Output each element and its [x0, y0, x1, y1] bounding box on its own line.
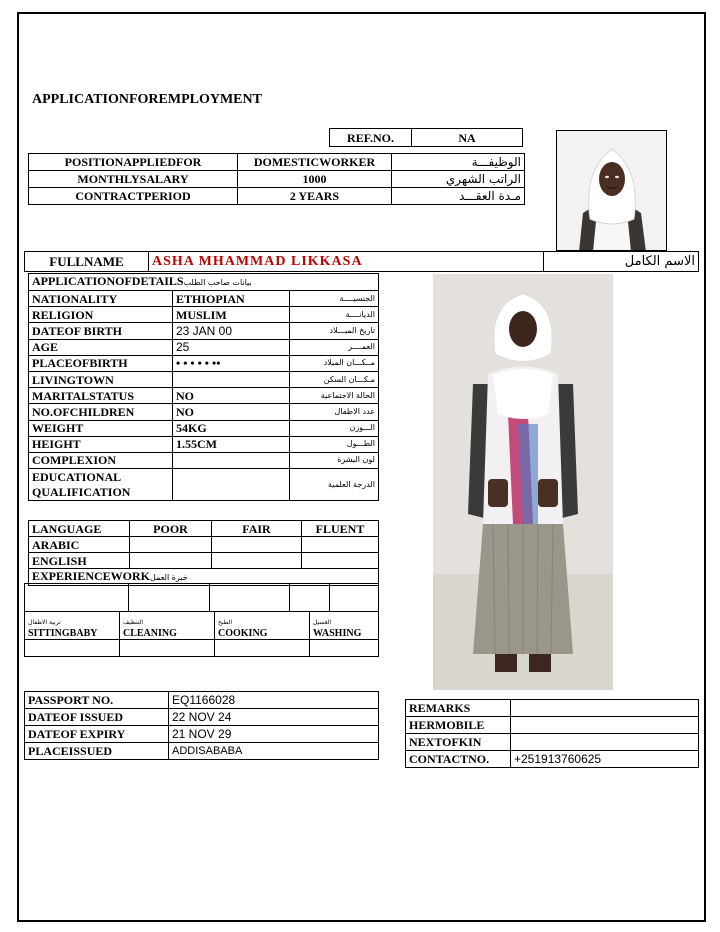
- skill-cleaning: [120, 612, 215, 640]
- position-label: POSITIONAPPLIEDFOR: [29, 154, 238, 171]
- skill-label: CLEANING: [123, 628, 177, 639]
- skill-value-cell: [25, 640, 120, 657]
- detail-label: WEIGHT: [29, 420, 173, 436]
- ref-table: [329, 128, 523, 147]
- remarks-value: [511, 700, 699, 717]
- skills-grid: [24, 611, 379, 657]
- detail-value: ETHIOPIAN: [173, 291, 290, 307]
- passport-no-label: PASSPORT NO.: [25, 692, 169, 709]
- detail-label: PLACEOFBIRTH: [29, 355, 173, 371]
- detail-row: [29, 339, 379, 355]
- detail-row: [29, 307, 379, 323]
- skill-ar: تربية الاطفال: [28, 619, 61, 626]
- ref-value: NA: [412, 129, 523, 147]
- skill-ar: الغسيل: [313, 619, 332, 626]
- salary-label: MONTHLYSALARY: [29, 171, 238, 188]
- detail-label-ar: الحالة الاجتماعية: [290, 388, 379, 404]
- language-cell: [130, 553, 212, 569]
- detail-row: [29, 291, 379, 307]
- language-header-fluent: FLUENT: [302, 521, 379, 537]
- detail-value: 1.55CM: [173, 436, 290, 452]
- detail-label: NO.OFCHILDREN: [29, 404, 173, 420]
- skill-washing: [310, 612, 379, 640]
- nextofkin-label: NEXTOFKIN: [406, 734, 511, 751]
- language-header: LANGUAGE: [29, 521, 130, 537]
- detail-value: MUSLIM: [173, 307, 290, 323]
- fullname-label: FULLNAME: [25, 252, 149, 272]
- detail-value: 25: [173, 339, 290, 355]
- detail-row: [29, 355, 379, 371]
- language-english: ENGLISH: [29, 553, 130, 569]
- place-issued-label: PLACEISSUED: [25, 743, 169, 760]
- language-header-poor: POOR: [130, 521, 212, 537]
- contract-value: 2 YEARS: [238, 188, 392, 205]
- page-title: APPLICATIONFOREMPLOYMENT: [32, 92, 262, 107]
- position-table: [28, 153, 525, 205]
- language-cell: [212, 553, 302, 569]
- skill-ar: الطبخ: [218, 619, 233, 626]
- detail-row: [29, 420, 379, 436]
- skill-value-cell: [310, 640, 379, 657]
- contract-label: CONTRACTPERIOD: [29, 188, 238, 205]
- detail-row: [29, 323, 379, 339]
- language-cell: [302, 553, 379, 569]
- skill-cooking: [215, 612, 310, 640]
- remarks-label: REMARKS: [406, 700, 511, 717]
- detail-label-ar: الطـــول: [290, 436, 379, 452]
- language-cell: [212, 537, 302, 553]
- detail-label: MARITALSTATUS: [29, 388, 173, 404]
- contact-label: CONTACTNO.: [406, 751, 511, 768]
- detail-label-ar: لون البشرة: [290, 452, 379, 468]
- applicant-photo-small: [556, 130, 667, 251]
- skill-label: WASHING: [313, 628, 362, 639]
- detail-row: [29, 436, 379, 452]
- language-arabic: ARABIC: [29, 537, 130, 553]
- fullname-table: [24, 251, 699, 272]
- detail-label-ar: الـــوزن: [290, 420, 379, 436]
- detail-label-ar: الجنسيــــة: [290, 291, 379, 307]
- detail-value: • • • • • ••: [173, 355, 290, 371]
- detail-label-ar: عدد الاطفال: [290, 404, 379, 420]
- detail-value: 23 JAN 00: [173, 323, 290, 339]
- ref-label: REF.NO.: [330, 129, 412, 147]
- detail-label: DATEOF BIRTH: [29, 323, 173, 339]
- experience-label: EXPERIENCEWORK: [32, 569, 151, 583]
- salary-value: 1000: [238, 171, 392, 188]
- contract-label-ar: مـدة العقـــد: [392, 188, 525, 205]
- skill-label: COOKING: [218, 628, 268, 639]
- language-cell: [130, 537, 212, 553]
- detail-row: [29, 404, 379, 420]
- experience-label-ar: خبرة العمل: [150, 573, 188, 582]
- skill-label: SITTINGBABY: [28, 628, 98, 639]
- fullname-label-ar: الاسم الكامل: [544, 252, 699, 272]
- skill-value-cell: [120, 640, 215, 657]
- detail-row: [29, 388, 379, 404]
- detail-label: AGE: [29, 339, 173, 355]
- skill-value-cell: [215, 640, 310, 657]
- detail-value: [173, 469, 290, 501]
- mobile-label: HERMOBILE: [406, 717, 511, 734]
- detail-value: NO: [173, 388, 290, 404]
- place-issued-value: ADDISABABA: [169, 743, 379, 760]
- language-header-fair: FAIR: [212, 521, 302, 537]
- skills-table: [24, 583, 379, 612]
- detail-label-ar: الدرجة العلمية: [290, 469, 379, 501]
- passport-no-value: EQ1166028: [169, 692, 379, 709]
- detail-value: 54KG: [173, 420, 290, 436]
- detail-value: [173, 452, 290, 468]
- detail-label-ar: العمــــر: [290, 339, 379, 355]
- expiry-date-label: DATEOF EXPIRY: [25, 726, 169, 743]
- expiry-date-value: 21 NOV 29: [169, 726, 379, 743]
- applicant-photo-full: [433, 274, 613, 690]
- details-table: [28, 273, 379, 501]
- details-header-label: APPLICATIONOFDETAILS: [32, 274, 184, 288]
- detail-label-ar: مــكـــان الميلاد: [290, 355, 379, 371]
- detail-label: NATIONALITY: [29, 291, 173, 307]
- detail-label: LIVINGTOWN: [29, 371, 173, 387]
- detail-label-ar: مـكـــان السكن: [290, 371, 379, 387]
- experience-cell: [290, 584, 330, 612]
- language-table: [28, 520, 379, 586]
- skill-sittingbaby: [25, 612, 120, 640]
- salary-label-ar: الراتب الشهري: [392, 171, 525, 188]
- details-header: [29, 274, 379, 291]
- skill-ar: التنظيف: [123, 619, 144, 626]
- language-cell: [302, 537, 379, 553]
- detail-label: EDUCATIONAL QUALIFICATION: [29, 469, 173, 501]
- experience-cell: [25, 584, 129, 612]
- nextofkin-value: [511, 734, 699, 751]
- detail-label-ar: الديانــــة: [290, 307, 379, 323]
- details-header-ar: بيانات صاحب الطلب: [183, 278, 252, 287]
- issue-date-label: DATEOF ISSUED: [25, 709, 169, 726]
- detail-label: RELIGION: [29, 307, 173, 323]
- position-value: DOMESTICWORKER: [238, 154, 392, 171]
- issue-date-value: 22 NOV 24: [169, 709, 379, 726]
- mobile-value: [511, 717, 699, 734]
- passport-table: [24, 691, 379, 760]
- fullname-value: ASHA MHAMMAD LIKKASA: [149, 252, 544, 272]
- detail-value: NO: [173, 404, 290, 420]
- contact-value: +251913760625: [511, 751, 699, 768]
- remarks-table: [405, 699, 699, 768]
- experience-cell: [210, 584, 290, 612]
- detail-row: [29, 371, 379, 387]
- detail-label: COMPLEXION: [29, 452, 173, 468]
- detail-row: [29, 469, 379, 501]
- detail-label-ar: تاريخ الميـــلاد: [290, 323, 379, 339]
- position-label-ar: الوظيفـــة: [392, 154, 525, 171]
- detail-row: [29, 452, 379, 468]
- detail-label: HEIGHT: [29, 436, 173, 452]
- experience-cell: [129, 584, 210, 612]
- detail-value: [173, 371, 290, 387]
- experience-cell: [330, 584, 379, 612]
